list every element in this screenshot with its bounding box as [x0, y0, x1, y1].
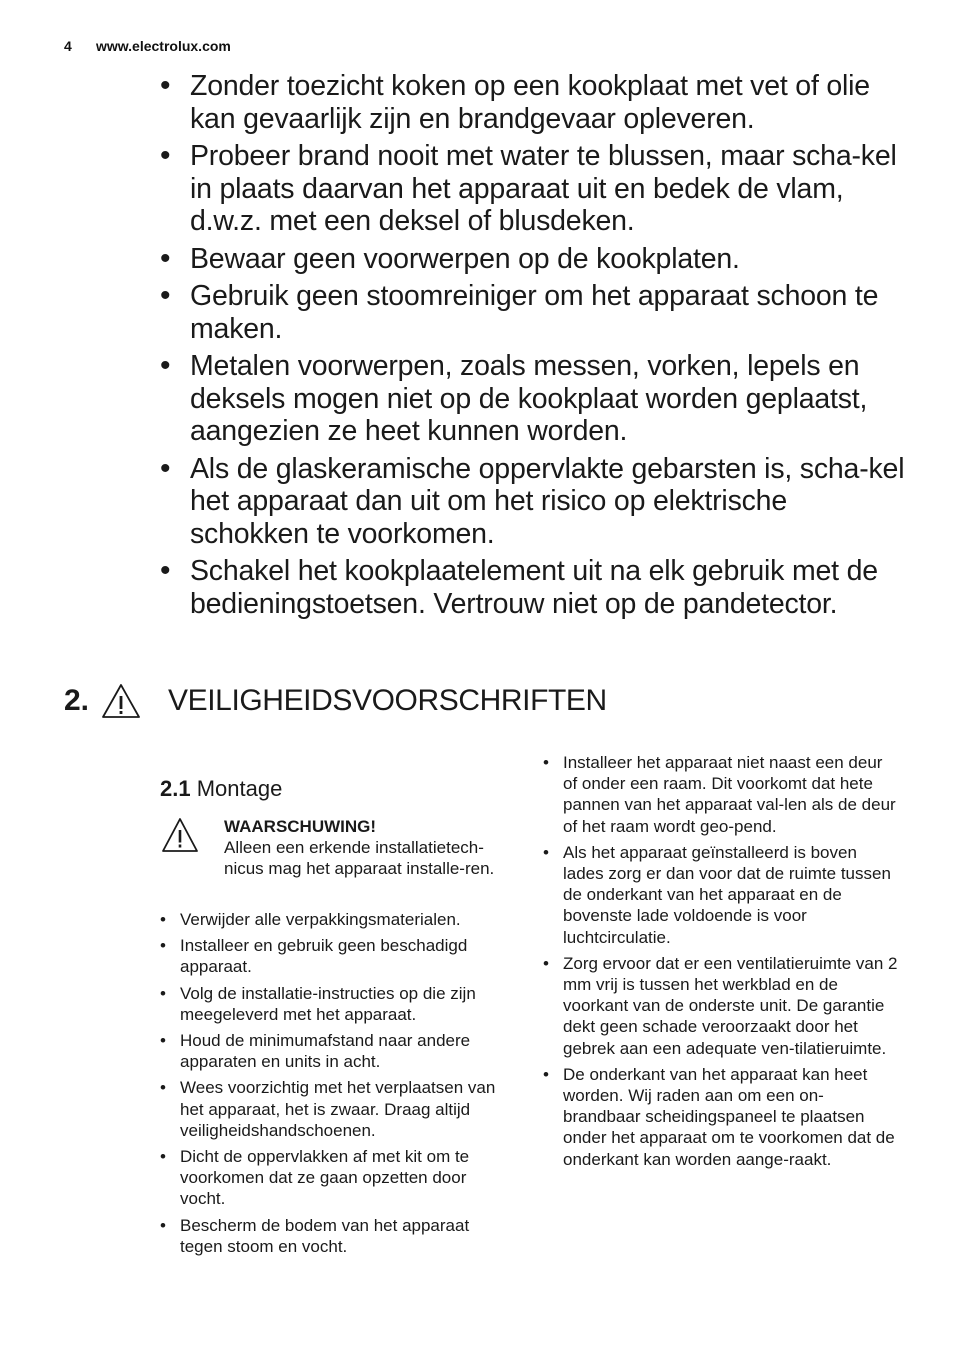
section-number: 2.	[64, 684, 90, 717]
section-heading	[64, 682, 607, 720]
list-item: • Installeer het apparaat niet naast een deur of onder een raam. Dit voorkomt dat hete pannen van het apparaat val-len als de deur of het raam wordt geo-pend.	[543, 752, 898, 837]
list-item: • Als de glaskeramische oppervlakte gebarsten is, scha-kel het apparaat dan uit om het risico op elektrische schokken te voorkomen.	[160, 453, 905, 551]
subsection-number: 2.1	[160, 776, 191, 801]
list-item: • Schakel het kookplaatelement uit na elk gebruik met de bedieningstoetsen. Vertrouw niet op de pandetector.	[160, 555, 905, 620]
warning-triangle-icon	[160, 816, 200, 854]
top-bullet-list	[160, 70, 905, 625]
warning-triangle-icon	[100, 682, 142, 720]
page-header	[64, 38, 231, 54]
right-bullet-list	[543, 752, 898, 1170]
left-column	[160, 776, 510, 1262]
list-item: • Wees voorzichtig met het verplaatsen van het apparaat, het is zwaar. Draag altijd veiligheidshandschoenen.	[160, 1077, 510, 1141]
list-item: • Verwijder alle verpakkingsmaterialen.	[160, 909, 510, 930]
list-item: • Houd de minimumafstand naar andere apparaten en units in acht.	[160, 1030, 510, 1072]
page-number: 4	[64, 38, 72, 54]
subsection-heading	[160, 776, 510, 802]
warning-text: Alleen een erkende installatietech-nicus mag het apparaat installe-ren.	[224, 838, 495, 878]
warning-title: WAARSCHUWING!	[224, 817, 377, 836]
site-url: www.electrolux.com	[96, 38, 231, 54]
list-item: • Zonder toezicht koken op een kookplaat met vet of olie kan gevaarlijk zijn en brandgevaar opleveren.	[160, 70, 905, 135]
list-item: • Bescherm de bodem van het apparaat tegen stoom en vocht.	[160, 1215, 510, 1257]
warning-box	[160, 816, 510, 879]
left-bullet-list	[160, 909, 510, 1257]
list-item: • Dicht de oppervlakken af met kit om te voorkomen dat ze gaan opzetten door vocht.	[160, 1146, 510, 1210]
section-title: VEILIGHEIDSVOORSCHRIFTEN	[168, 684, 607, 717]
list-item: • Metalen voorwerpen, zoals messen, vorken, lepels en deksels mogen niet op de kookplaat worden geplaatst, aangezien ze heet kunnen worden.	[160, 350, 905, 448]
list-item: • Zorg ervoor dat er een ventilatieruimte van 2 mm vrij is tussen het werkblad en de voorkant van de onderste unit. De garantie dekt geen schade veroorzaakt door het gebrek aan een adequate ven-tilatieruimte.	[543, 953, 898, 1059]
subsection-title: Montage	[196, 776, 283, 801]
list-item: • De onderkant van het apparaat kan heet worden. Wij raden aan om een on-brandbaar scheidingspaneel te plaatsen onder het apparaat om te voorkomen dat de onderkant kan worden aange-raakt.	[543, 1064, 898, 1170]
list-item: • Als het apparaat geïnstalleerd is boven lades zorg er dan voor dat de ruimte tussen de onderkant van het apparaat en de bovenste lade voldoende is voor luchtcirculatie.	[543, 842, 898, 948]
list-item: • Gebruik geen stoomreiniger om het apparaat schoon te maken.	[160, 280, 905, 345]
right-column	[543, 752, 898, 1175]
list-item: • Volg de installatie-instructies op die zijn meegeleverd met het apparaat.	[160, 983, 510, 1025]
list-item: • Installeer en gebruik geen beschadigd apparaat.	[160, 935, 510, 977]
list-item: • Bewaar geen voorwerpen op de kookplaten.	[160, 243, 905, 276]
list-item: • Probeer brand nooit met water te blussen, maar scha-kel in plaats daarvan het apparaat uit en bedek de vlam, d.w.z. met een deksel of blusdeken.	[160, 140, 905, 238]
